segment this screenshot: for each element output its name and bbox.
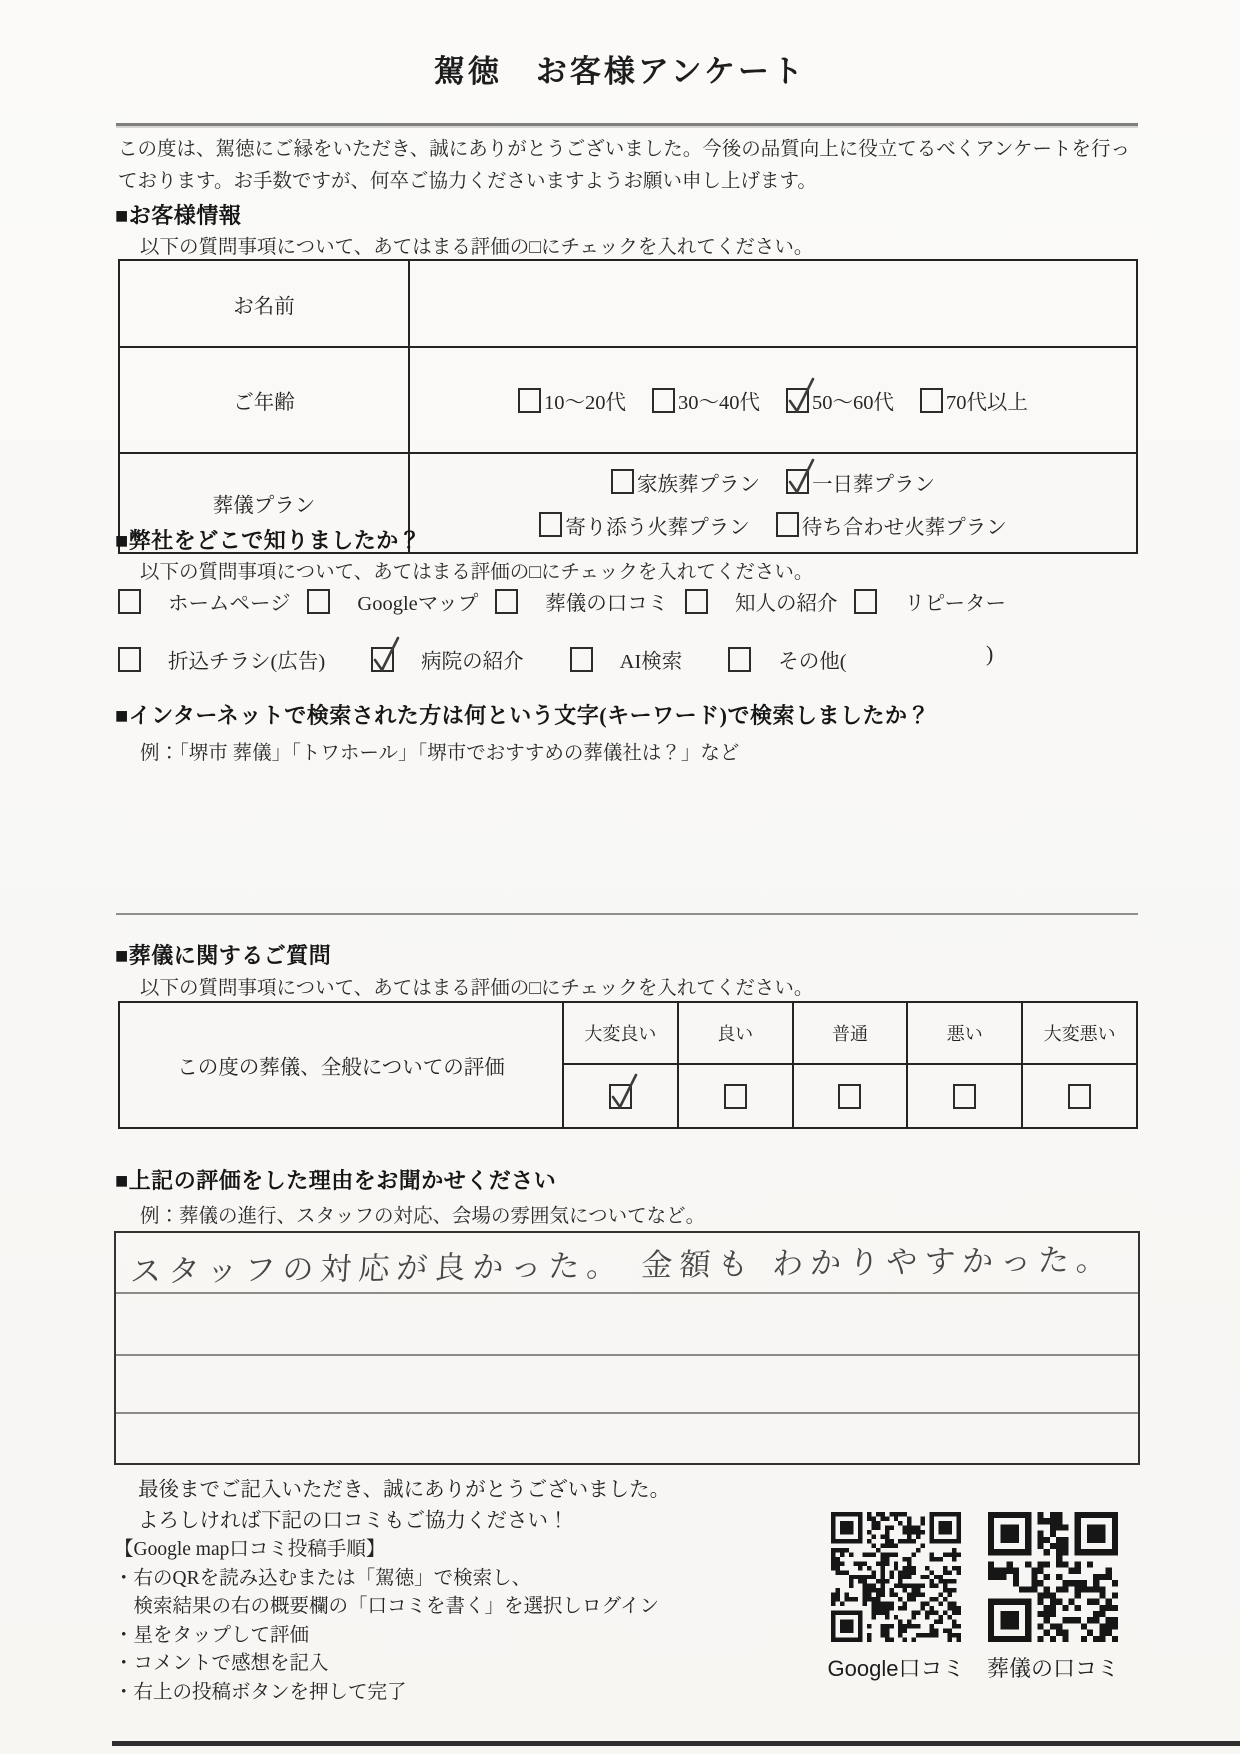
- age-option-label: 70代以上: [946, 392, 1028, 414]
- qr-funeral-label: 葬儀の口コミ: [986, 1656, 1119, 1681]
- steps-title: 【Google map口コミ投稿手順】: [114, 1539, 386, 1560]
- checkbox-plan-family[interactable]: [611, 469, 634, 494]
- source-option-repeater[interactable]: [854, 586, 1006, 616]
- checkbox-rating-bad[interactable]: [953, 1084, 976, 1109]
- plan-options-cell: [410, 452, 1136, 552]
- section-divider: [116, 913, 1138, 915]
- checkbox-age-10-20[interactable]: [518, 388, 541, 413]
- source-options-row2: [118, 644, 918, 674]
- step-item: ・星をタップして評価: [114, 1624, 310, 1646]
- plan-row-label: 葬儀プラン: [120, 452, 410, 552]
- plan-option-family[interactable]: [611, 467, 760, 497]
- source-option-homepage[interactable]: [118, 586, 291, 616]
- age-options-cell: [410, 346, 1136, 452]
- plan-option-label: 待ち合わせ火葬プラン: [801, 516, 1007, 539]
- checkbox-rating-very-bad[interactable]: [1068, 1084, 1091, 1109]
- checkbox-age-50-60[interactable]: [786, 388, 809, 413]
- rating-col-header-very-bad: 大変悪い: [1021, 1003, 1136, 1063]
- checkbox-source-funeral-review[interactable]: [495, 589, 518, 614]
- ruled-line: [116, 1292, 1138, 1294]
- checkbox-plan-cremation-accompany[interactable]: [539, 512, 562, 537]
- source-options-row1: [118, 586, 1006, 616]
- source-instruction: 以下の質問事項について、あてはまる評価の□にチェックを入れてください。: [140, 562, 814, 583]
- age-option-50-60[interactable]: [786, 385, 894, 415]
- checkmark-icon: [607, 1069, 641, 1113]
- ruled-line: [116, 1412, 1138, 1414]
- page-title: 駕徳 お客様アンケート: [433, 54, 807, 89]
- checkbox-source-flyer[interactable]: [118, 647, 141, 672]
- source-option-label: 病院の紹介: [421, 651, 524, 673]
- age-row-label: ご年齢: [120, 346, 410, 452]
- page-bottom-rule: [112, 1741, 1240, 1746]
- rating-cell-very-good[interactable]: [562, 1063, 677, 1127]
- step-item: ・コメントで感想を記入: [114, 1653, 329, 1674]
- qr-code-funeral-review: [988, 1512, 1118, 1642]
- checkbox-source-hospital[interactable]: [371, 647, 394, 672]
- source-option-hospital[interactable]: [371, 644, 524, 674]
- source-option-label: ホームページ: [168, 593, 291, 615]
- source-option-ai-search[interactable]: [570, 644, 683, 674]
- rating-cell-bad[interactable]: [906, 1063, 1021, 1127]
- comment-box[interactable]: [114, 1231, 1140, 1465]
- source-option-referral[interactable]: [685, 586, 838, 616]
- checkbox-plan-one-day[interactable]: [786, 469, 809, 494]
- checkmark-icon: [784, 373, 818, 417]
- age-option-label: 50～60代: [812, 392, 894, 414]
- intro-paragraph: この度は、駕徳にご縁をいただき、誠にありがとうございました。今後の品質向上に役立てるべくアンケートを行っております。お手数ですが、何卒ご協力くださいますようお願い申し上げます。: [118, 139, 1131, 192]
- checkbox-rating-good[interactable]: [724, 1084, 747, 1109]
- plan-option-label: 家族葬プラン: [637, 473, 760, 496]
- age-option-30-40[interactable]: [652, 385, 760, 415]
- source-option-label: AI検索: [619, 651, 683, 673]
- checkbox-source-referral[interactable]: [685, 589, 708, 614]
- checkbox-source-other[interactable]: [728, 647, 751, 672]
- rating-cell-good[interactable]: [677, 1063, 792, 1127]
- step-item: 検索結果の右の概要欄の「口コミを書く」を選択しログイン: [114, 1596, 660, 1617]
- checkbox-rating-normal[interactable]: [838, 1084, 861, 1109]
- source-option-flyer[interactable]: [118, 644, 325, 674]
- rating-heading: ■葬儀に関するご質問: [115, 943, 332, 968]
- plan-option-cremation-accompany[interactable]: [539, 510, 750, 540]
- rating-table: [118, 1001, 1138, 1129]
- other-close-paren: ): [986, 641, 994, 666]
- thanks-line-1: 最後までご記入いただき、誠にありがとうございました。: [138, 1479, 671, 1501]
- age-option-label: 10～20代: [544, 392, 626, 414]
- rating-col-header-normal: 普通: [792, 1003, 907, 1063]
- age-option-10-20[interactable]: [518, 385, 626, 415]
- checkbox-plan-cremation-meet[interactable]: [776, 512, 799, 537]
- thanks-line-2: よろしければ下記の口コミもご協力ください！: [138, 1510, 569, 1532]
- source-option-label: 葬儀の口コミ: [545, 593, 669, 615]
- keyword-heading: ■インターネットで検索された方は何という文字(キーワード)で検索しましたか？: [115, 703, 930, 728]
- source-option-label: 知人の紹介: [735, 593, 838, 615]
- step-item: ・右上の投稿ボタンを押して完了: [114, 1681, 407, 1703]
- source-option-label: 折込チラシ(広告): [168, 651, 326, 673]
- customer-info-instruction: 以下の質問事項について、あてはまる評価の□にチェックを入れてください。: [140, 237, 814, 258]
- rating-instruction: 以下の質問事項について、あてはまる評価の□にチェックを入れてください。: [140, 978, 814, 999]
- qr-code-google-review: [831, 1512, 961, 1642]
- rating-question-label: この度の葬儀、全般についての評価: [177, 1057, 505, 1079]
- checkbox-source-homepage[interactable]: [118, 589, 141, 614]
- checkbox-age-70-plus[interactable]: [920, 388, 943, 413]
- checkbox-age-30-40[interactable]: [652, 388, 675, 413]
- source-option-other[interactable]: [728, 644, 846, 674]
- checkmark-icon: [369, 632, 403, 676]
- rating-col-header-bad: 悪い: [906, 1003, 1021, 1063]
- step-item: ・右のQRを読み込むまたは「駕徳」で検索し、: [114, 1567, 532, 1589]
- plan-option-label: 寄り添う火葬プラン: [565, 516, 750, 539]
- name-input-cell[interactable]: [410, 261, 1136, 346]
- source-heading: ■弊社をどこで知りましたか？: [115, 528, 422, 553]
- plan-option-cremation-meet[interactable]: [776, 510, 1007, 540]
- age-option-70-plus[interactable]: [920, 385, 1028, 415]
- name-row-label: お名前: [120, 261, 410, 346]
- source-option-label: Googleマップ: [357, 593, 479, 615]
- plan-option-label: 一日葬プラン: [812, 473, 935, 496]
- keyword-example: 例：「堺市 葬儀」「トワホール」「堺市でおすすめの葬儀社は？」など: [140, 743, 740, 764]
- rating-col-header-very-good: 大変良い: [562, 1003, 677, 1063]
- qr-google-label: Google口コミ: [827, 1656, 965, 1681]
- source-option-funeral-review[interactable]: [495, 586, 668, 616]
- source-option-google-map[interactable]: [307, 586, 478, 616]
- checkbox-source-google-map[interactable]: [307, 589, 330, 614]
- customer-info-table: [118, 259, 1138, 554]
- rating-cell-very-bad[interactable]: [1021, 1063, 1136, 1127]
- plan-option-one-day[interactable]: [786, 467, 935, 497]
- checkbox-rating-very-good[interactable]: [609, 1084, 632, 1109]
- title-divider: [116, 123, 1138, 126]
- reason-example: 例：葬儀の進行、スタッフの対応、会場の雰囲気についてなど。: [140, 1206, 706, 1227]
- ruled-line: [116, 1354, 1138, 1356]
- rating-cell-normal[interactable]: [792, 1063, 907, 1127]
- age-option-label: 30～40代: [678, 392, 760, 414]
- customer-info-heading: ■お客様情報: [115, 203, 242, 228]
- rating-col-header-good: 良い: [677, 1003, 792, 1063]
- checkbox-source-ai-search[interactable]: [570, 647, 593, 672]
- google-review-steps: [114, 1536, 659, 1707]
- checkmark-icon: [784, 454, 818, 498]
- source-option-label: リピーター: [904, 593, 1006, 615]
- checkbox-source-repeater[interactable]: [854, 589, 877, 614]
- handwritten-comment: スタッフの対応が良かった。 金額も わかりやすかった。: [129, 1241, 1116, 1291]
- source-option-label: その他(: [778, 651, 847, 673]
- reason-heading: ■上記の評価をした理由をお聞かせください: [115, 1168, 557, 1193]
